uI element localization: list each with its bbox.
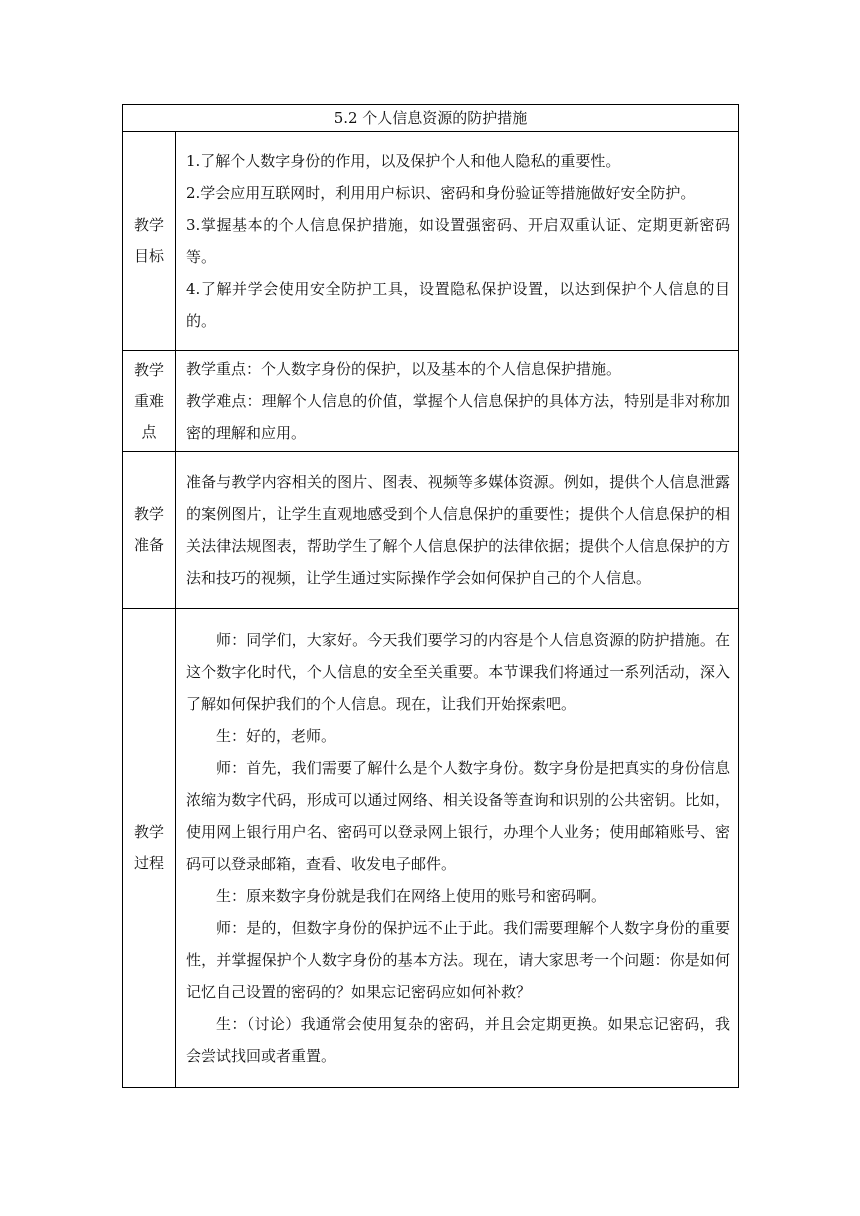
label-line: 点 — [141, 422, 157, 441]
dialog-paragraph: 师：是的，但数字身份的保护远不止于此。我们需要理解个人数字身份的重要性，并掌握保护个人数字身份的基本方法。现在，请大家思考一个问题：你是如何记忆自己设置的密码的？如果忘记密码应如何补救？ — [186, 919, 730, 1001]
lesson-plan-table — [122, 104, 739, 1088]
process-content — [176, 609, 739, 1088]
title-row — [123, 105, 739, 132]
label-line: 教学 — [133, 216, 164, 234]
preparation-label — [123, 452, 176, 609]
label-line: 准备 — [133, 536, 164, 554]
objective-item: 2.学会应用互联网时，利用用户标识、密码和身份验证等措施做好安全防护。 — [186, 184, 696, 202]
dialog-paragraph: 生：原来数字身份就是我们在网络上使用的账号和密码啊。 — [216, 887, 607, 905]
key-point-item: 教学重点：个人数字身份的保护，以及基本的个人信息保护措施。 — [186, 360, 622, 378]
label-line: 重难 — [133, 391, 164, 410]
dialog-paragraph: 生：好的，老师。 — [216, 727, 337, 745]
label-line: 目标 — [133, 247, 164, 265]
process-label — [123, 609, 176, 1088]
key-points-row — [123, 351, 739, 452]
objective-item: 3.掌握基本的个人信息保护措施，如设置强密码、开启双重认证、定期更新密码等。 — [186, 216, 730, 266]
label-line: 教学 — [133, 823, 164, 841]
label-line: 教学 — [133, 505, 164, 523]
key-point-item: 教学难点：理解个人信息的价值，掌握个人信息保护的具体方法，特别是非对称加密的理解和应用。 — [186, 392, 730, 442]
dialog-paragraph: 师：同学们，大家好。今天我们要学习的内容是个人信息资源的防护措施。在这个数字化时代，个人信息的安全至关重要。本节课我们将通过一系列活动，深入了解如何保护我们的个人信息。现在，让我们开始探索吧。 — [186, 631, 730, 713]
objective-item: 1.了解个人数字身份的作用，以及保护个人和他人隐私的重要性。 — [186, 152, 621, 170]
objective-item: 4.了解并学会使用安全防护工具，设置隐私保护设置，以达到保护个人信息的目的。 — [186, 280, 730, 330]
preparation-content — [176, 452, 739, 609]
process-row — [123, 609, 739, 1088]
objectives-label — [123, 132, 176, 351]
lesson-title: 5.2 个人信息资源的防护措施 — [123, 105, 739, 132]
objectives-row — [123, 132, 739, 351]
key-points-content — [176, 351, 739, 452]
dialog-paragraph: 师：首先，我们需要了解什么是个人数字身份。数字身份是把真实的身份信息浓缩为数字代码，形成可以通过网络、相关设备等查询和识别的公共密钥。比如，使用网上银行用户名、密码可以登录网上银行，办理个人业务；使用邮箱账号、密码可以登录邮箱，查看、收发电子邮件。 — [186, 759, 730, 873]
objectives-content — [176, 132, 739, 351]
label-line: 教学 — [133, 360, 164, 379]
dialog-paragraph: 生：（讨论）我通常会使用复杂的密码，并且会定期更换。如果忘记密码，我会尝试找回或者重置。 — [186, 1015, 730, 1065]
preparation-row — [123, 452, 739, 609]
preparation-text: 准备与教学内容相关的图片、图表、视频等多媒体资源。例如，提供个人信息泄露的案例图片，让学生直观地感受到个人信息保护的重要性；提供个人信息保护的相关法律法规图表，帮助学生了解个人信息保护的法律依据；提供个人信息保护的方法和技巧的视频，让学生通过实际操作学会如何保护自己的个人信息。 — [186, 473, 730, 587]
key-points-label — [123, 351, 176, 452]
label-line: 过程 — [133, 854, 164, 872]
